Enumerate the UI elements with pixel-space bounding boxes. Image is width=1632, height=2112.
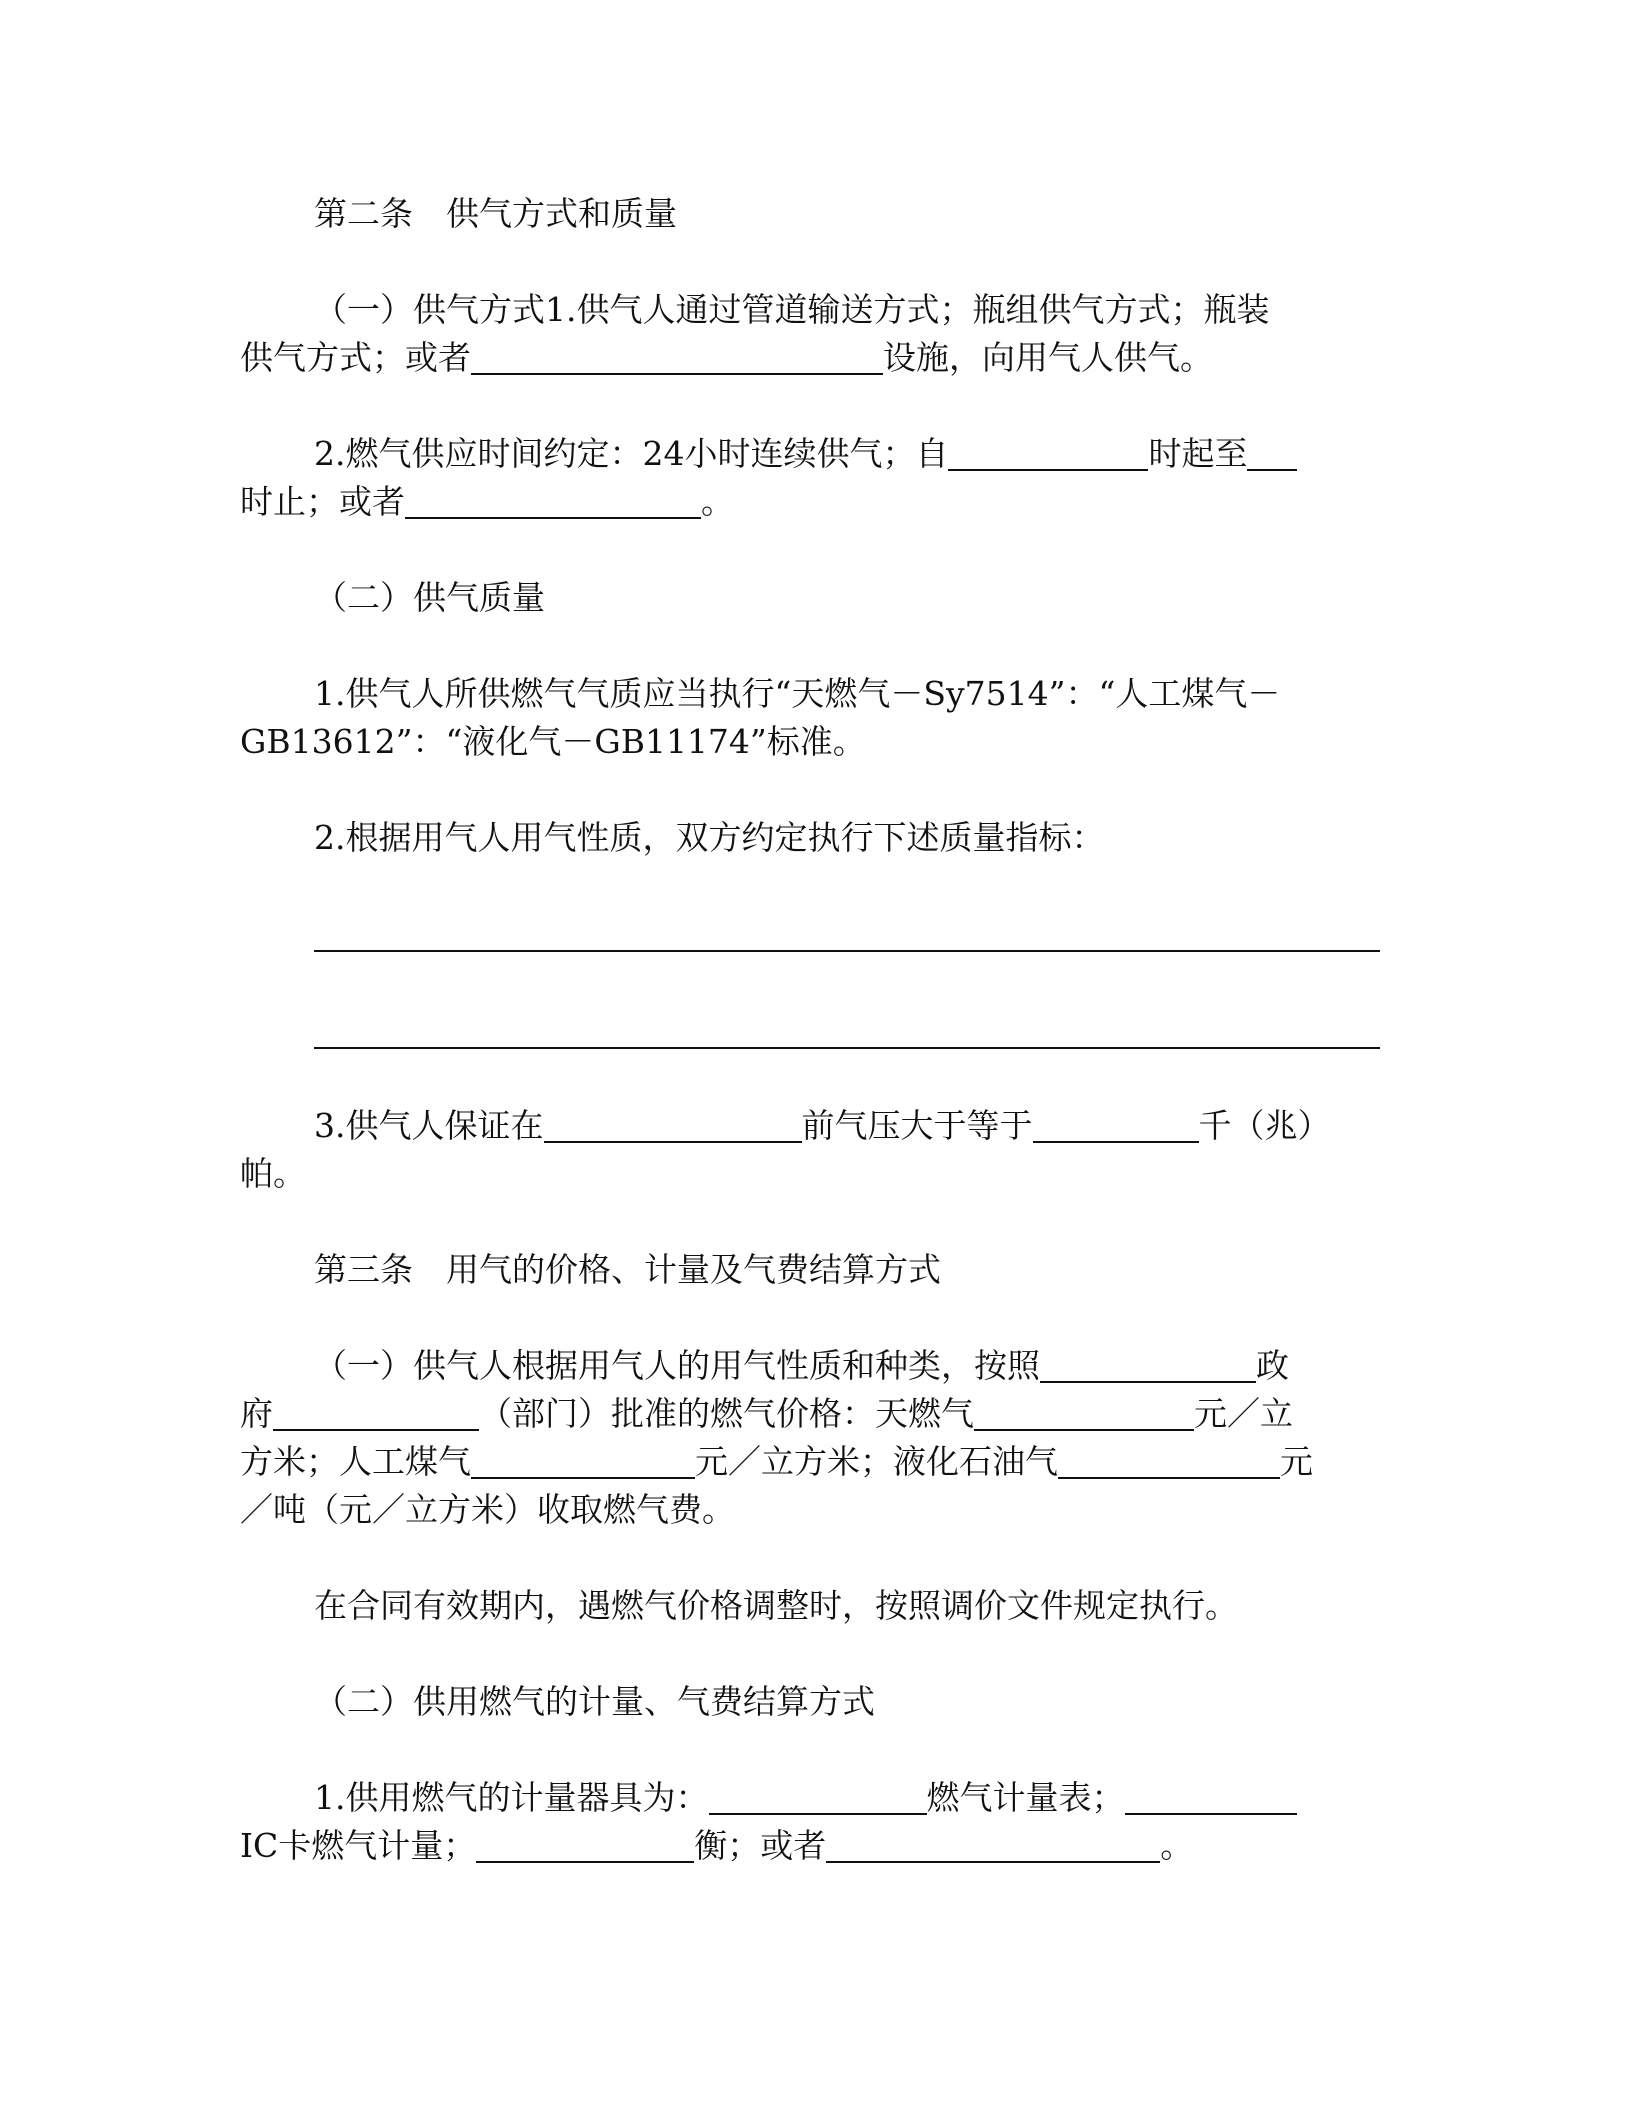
fill-blank[interactable] <box>1058 1447 1280 1479</box>
fill-line[interactable] <box>314 950 1380 952</box>
price-text-h: 元 <box>1280 1442 1313 1481</box>
metering-line-2 <box>240 1822 1380 1870</box>
fill-blank[interactable] <box>1033 1111 1199 1143</box>
price-adjust-line: 在合同有效期内，遇燃气价格调整时，按照调价文件规定执行。 <box>314 1586 1238 1625</box>
price-line-4: ／吨（元／立方米）收取燃气费。 <box>240 1490 735 1529</box>
supply-time-text-c: 时止；或者 <box>240 482 405 521</box>
pressure-text-c: 千（兆） <box>1198 1106 1331 1145</box>
metering-text-e: 。 <box>1160 1826 1194 1865</box>
supply-time-text-d: 。 <box>701 482 734 521</box>
metering-text-c: IC卡燃气计量； <box>240 1826 477 1865</box>
quality-heading: （二）供气质量 <box>314 578 545 617</box>
metering-heading: （二）供用燃气的计量、气费结算方式 <box>314 1682 875 1721</box>
pressure-line-1 <box>314 1102 1454 1150</box>
quality-standard-line-1: 1.供气人所供燃气气质应当执行“天燃气－Sy7514”：“人工煤气－ <box>314 674 1281 713</box>
supply-method-text-2b: 设施，向用气人供气。 <box>883 338 1213 377</box>
article-3-heading: 第三条 用气的价格、计量及气费结算方式 <box>314 1250 941 1289</box>
price-text-e: 元／立 <box>1194 1394 1293 1433</box>
price-text-d: （部门）批准的燃气价格：天燃气 <box>479 1394 974 1433</box>
price-line-1 <box>314 1342 1454 1390</box>
fill-blank[interactable] <box>1125 1783 1297 1815</box>
fill-blank[interactable] <box>544 1111 802 1143</box>
fill-blank[interactable] <box>1247 439 1297 471</box>
fill-blank[interactable] <box>405 487 701 519</box>
fill-blank[interactable] <box>826 1831 1160 1863</box>
price-text-g: 元／立方米；液化石油气 <box>695 1442 1058 1481</box>
fill-blank[interactable] <box>948 439 1148 471</box>
pressure-text-b: 前气压大于等于 <box>801 1106 1033 1145</box>
fill-line[interactable] <box>314 1047 1380 1049</box>
price-line-3 <box>240 1438 1380 1486</box>
quality-index-line: 2.根据用气人用气性质，双方约定执行下述质量指标： <box>314 818 1105 857</box>
price-text-c: 府 <box>240 1394 273 1433</box>
supply-method-text-2a: 供气方式；或者 <box>240 338 471 377</box>
supply-time-line-2 <box>240 478 1380 526</box>
price-text-b: 政 <box>1256 1346 1289 1385</box>
metering-text-d: 衡；或者 <box>694 1826 827 1865</box>
pressure-text-a: 3.供气人保证在 <box>314 1106 544 1145</box>
price-line-2 <box>240 1390 1380 1438</box>
fill-blank[interactable] <box>974 1399 1194 1431</box>
quality-standard-line-2: GB13612”：“液化气－GB11174”标准。 <box>240 722 866 761</box>
supply-time-text-b: 时起至 <box>1148 434 1248 473</box>
price-text-a: （一）供气人根据用气人的用气性质和种类，按照 <box>314 1346 1040 1385</box>
fill-blank[interactable] <box>476 1831 694 1863</box>
metering-line-1 <box>314 1774 1454 1822</box>
fill-blank[interactable] <box>471 1447 695 1479</box>
article-2-heading: 第二条 供气方式和质量 <box>314 194 677 233</box>
pressure-line-2: 帕。 <box>240 1154 306 1193</box>
supply-method-line-1 <box>314 286 1454 334</box>
supply-time-text-a: 2.燃气供应时间约定：24小时连续供气；自 <box>314 434 949 473</box>
price-text-f: 方米；人工煤气 <box>240 1442 471 1481</box>
fill-blank[interactable] <box>273 1399 479 1431</box>
supply-time-line-1 <box>314 430 1454 478</box>
fill-blank[interactable] <box>471 343 883 375</box>
metering-text-b: 燃气计量表； <box>926 1778 1125 1817</box>
fill-blank[interactable] <box>709 1783 927 1815</box>
supply-method-line-2 <box>240 334 1380 382</box>
fill-blank[interactable] <box>1040 1351 1256 1383</box>
supply-method-text: （一）供气方式1.供气人通过管道输送方式；瓶组供气方式；瓶装 <box>314 290 1270 329</box>
metering-text-a: 1.供用燃气的计量器具为： <box>314 1778 709 1817</box>
